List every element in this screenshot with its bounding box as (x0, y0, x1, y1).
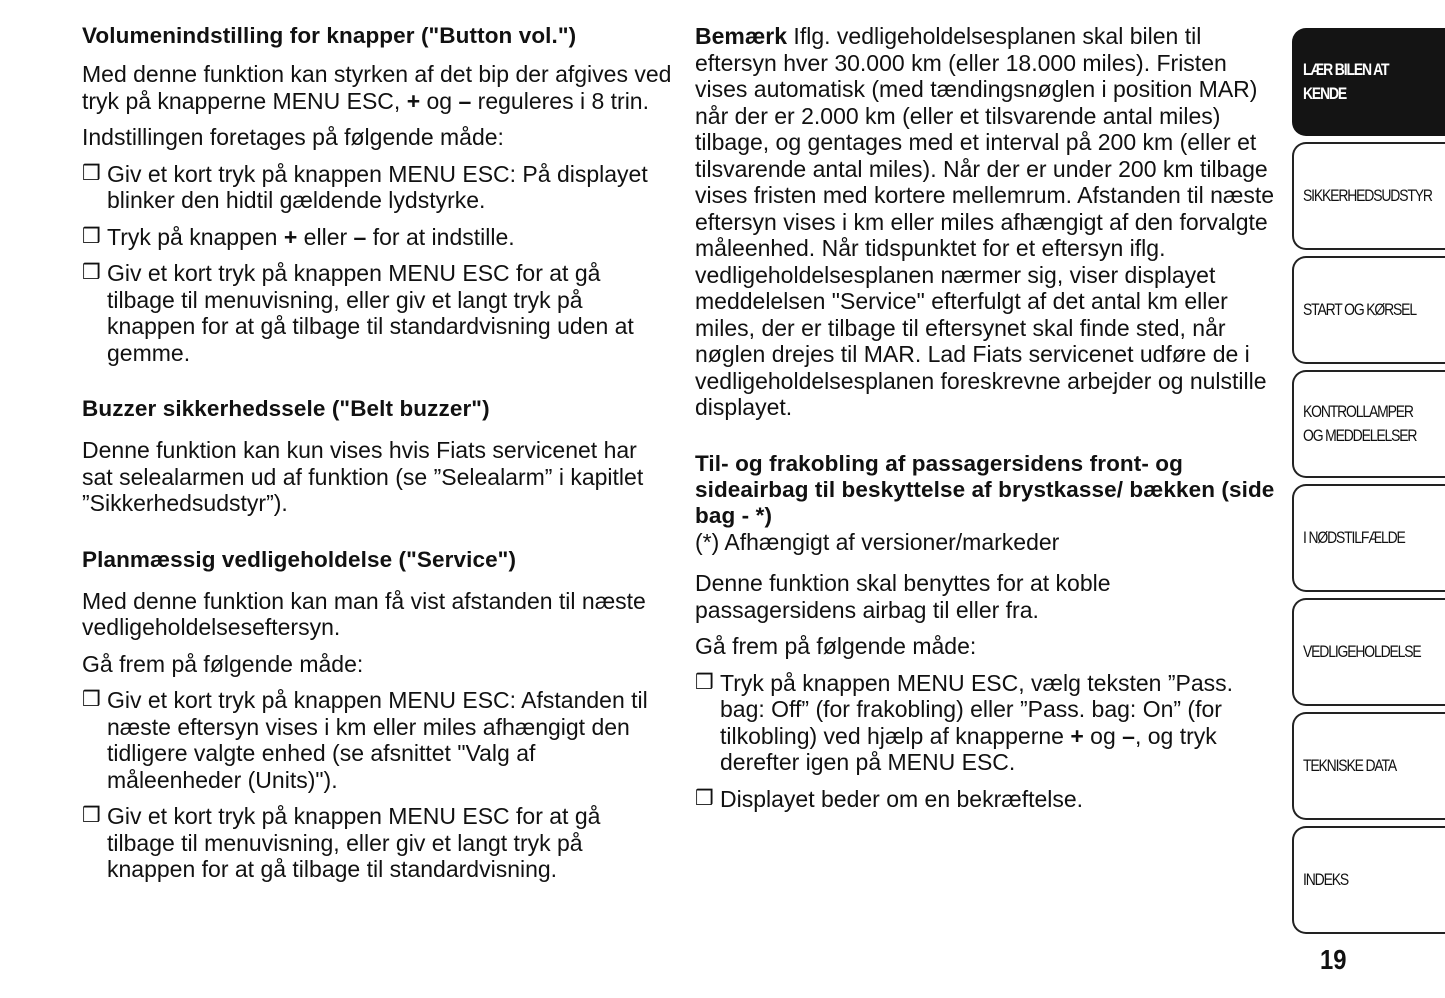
page-number: 19 (1320, 944, 1347, 975)
airbag-intro: Denne funktion skal benyttes for at koble passagersidens airbag til eller fra. (695, 570, 1111, 623)
tab-i-nodstilfaelde[interactable] (1292, 484, 1445, 592)
tab-label: I NØDSTILFÆLDE (1303, 528, 1405, 547)
tab-label: SIKKERHEDSUDSTYR (1303, 186, 1432, 205)
airbag-procedure: Gå frem på følgende måde: (695, 633, 977, 659)
checkbox-bullet-icon: ❒ (82, 261, 101, 284)
tab-indeks[interactable] (1292, 826, 1445, 934)
section-heading-belt-buzzer: Buzzer sikkerhedssele ("Belt buzzer") (82, 396, 490, 421)
tab-kontrollamper[interactable] (1292, 370, 1445, 478)
airbag-footnote: (*) Afhængigt af versioner/markeder (695, 528, 1060, 555)
list-item: ❒ Displayet beder om en bekræftelse. (695, 785, 1084, 812)
tab-label: TEKNISKE DATA (1303, 756, 1397, 775)
tab-sikkerhedsudstyr[interactable] (1292, 142, 1445, 250)
list-item: ❒ Tryk på knappen + eller – for at indstille. (82, 223, 515, 250)
left-column (82, 20, 672, 883)
list-item: ❒ Giv et kort tryk på knappen MENU ESC: På displayet blinker den hidtil gældende lydstyrke. (82, 160, 648, 213)
list-item: ❒ Giv et kort tryk på knappen MENU ESC for at gå tilbage til menuvisning, eller giv et langt tryk på knappen for at gå tilbage til standardvisning uden at gemme. (82, 260, 634, 366)
checkbox-bullet-icon: ❒ (82, 804, 101, 827)
tab-label: START OG KØRSEL (1303, 300, 1416, 319)
checkbox-bullet-icon: ❒ (82, 224, 101, 248)
service-procedure: Gå frem på følgende måde: (82, 650, 364, 677)
list-item: ❒ Tryk på knappen MENU ESC, vælg teksten ”Pass. bag: Off” (for frakobling) eller ”Pass. bag: On” (for tilkobling) ved hjælp af knapperne + og –, og tryk derefter igen på MENU ESC. (695, 669, 1234, 775)
section-heading-service: Planmæssig vedligeholdelse ("Service") (82, 546, 517, 572)
service-intro: Med denne funktion kan man få vist afstanden til næste vedligeholdelseseftersyn. (82, 587, 646, 640)
right-column (695, 20, 1275, 812)
section-heading-passenger-airbag: Til- og frakobling af passagersidens front- og sideairbag til beskyttelse af brystkasse/ bækken (side bag - *) (695, 450, 1275, 528)
button-volume-intro: Med denne funktion kan styrken af det bip der afgives ved tryk på knapperne MENU ESC, + og – reguleres i 8 trin. (82, 61, 672, 114)
tab-vedligeholdelse[interactable] (1292, 598, 1445, 706)
tab-label: INDEKS (1303, 870, 1349, 889)
tab-label: KONTROLLAMPER OG MEDDELELSER (1303, 402, 1417, 445)
checkbox-bullet-icon: ❒ (82, 161, 101, 185)
tab-start-og-korsel[interactable] (1292, 256, 1445, 364)
checkbox-bullet-icon: ❒ (695, 786, 714, 810)
tab-label: LÆR BILEN AT KENDE (1303, 60, 1389, 103)
tab-laer-bilen-at-kende[interactable] (1292, 28, 1445, 136)
section-heading-button-volume: Volumenindstilling for knapper ("Button vol.") (82, 23, 577, 48)
chapter-tabs (1292, 28, 1445, 940)
list-item: ❒ Giv et kort tryk på knappen MENU ESC for at gå tilbage til menuvisning, eller giv et langt tryk på knappen for at gå tilbage til standardvisning. (82, 803, 601, 882)
checkbox-bullet-icon: ❒ (695, 670, 714, 694)
button-volume-procedure: Indstillingen foretages på følgende måde: (82, 124, 504, 150)
list-item: ❒ Giv et kort tryk på knappen MENU ESC: Afstanden til næste eftersyn vises i km eller miles afhængigt den tidligere valgte enhed (se afsnittet "Valg af måleenheder (Units)"). (82, 687, 648, 793)
note-label: Bemærk (695, 23, 788, 49)
service-note: Bemærk Iflg. vedligeholdelsesplanen skal bilen til eftersyn hver 30.000 km (eller 18.000 miles). Fristen vises automatisk (med tændingsnøglen i position MAR) når der er 2.000 km (eller et tilsvarende antal miles) tilbage, og gentages med et interval på 200 km (eller et tilsvarende antal miles). Når der er under 200 km tilbage vises fristen med kortere mellemrum. Afstanden til næste eftersyn vises i km eller miles afhængigt af den forvalgte måleenhed. Når tidspunktet for et eftersyn iflg. vedligeholdelsesplanen nærmer sig, viser displayet meddelelsen "Service" efterfulgt af det antal km eller miles, der er tilbage til eftersynet skal finde sted, når nøglen drejes til MAR. Lad Fiats servicenet udføre de i vedligeholdelsesplanen foreskrevne arbejder og nulstille displayet. (695, 23, 1275, 420)
tab-label: VEDLIGEHOLDELSE (1303, 642, 1421, 661)
tab-tekniske-data[interactable] (1292, 712, 1445, 820)
belt-buzzer-text: Denne funktion kan kun vises hvis Fiats servicenet har sat selealarmen ud af funktion (se ”Selealarm” i kapitlet ”Sikkerhedsudstyr”). (82, 437, 644, 516)
checkbox-bullet-icon: ❒ (82, 688, 101, 711)
